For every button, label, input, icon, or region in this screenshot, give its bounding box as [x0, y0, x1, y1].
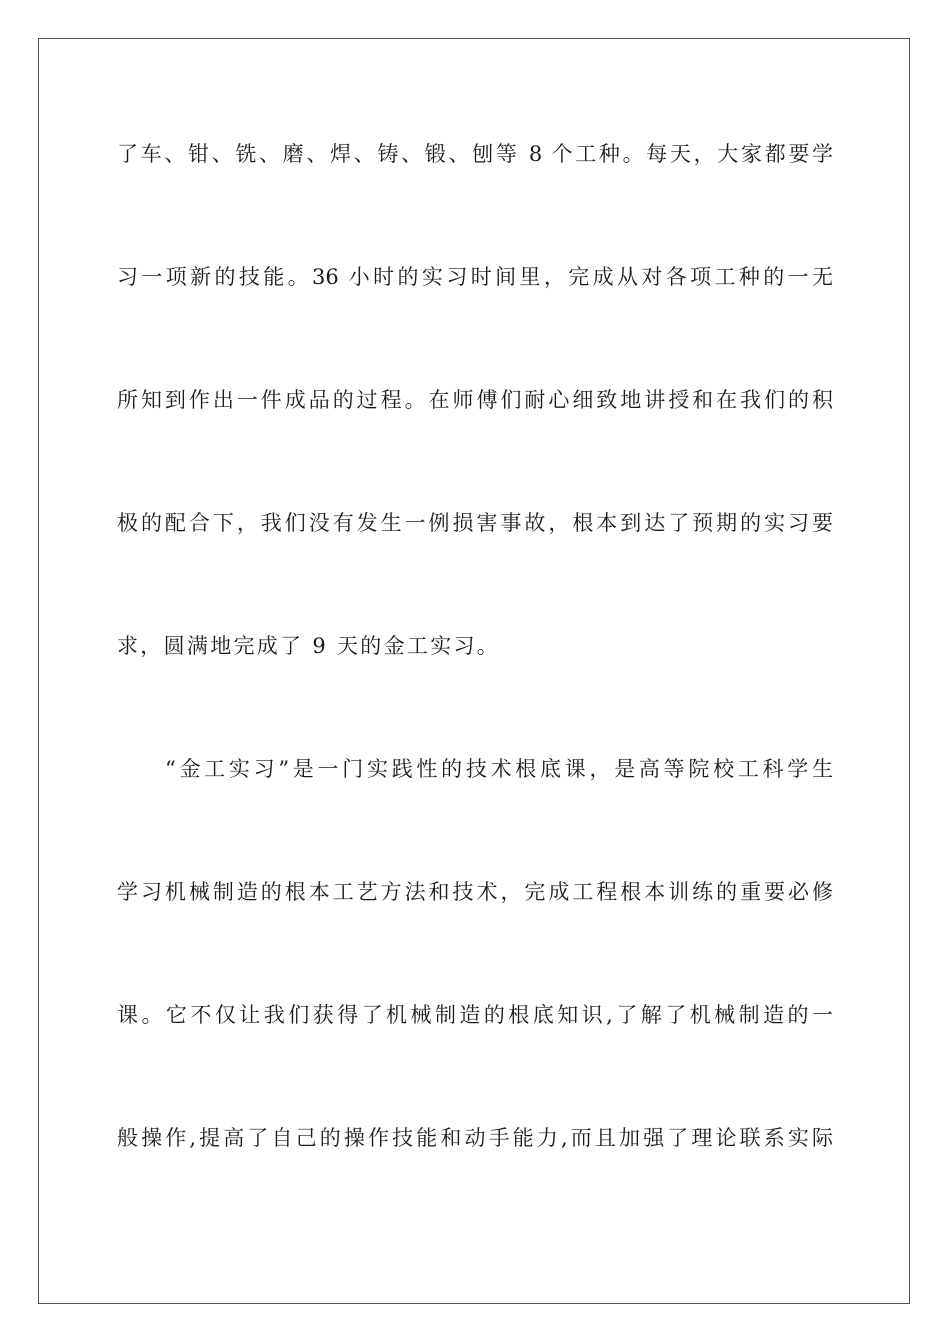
text-line: 课。它不仅让我们获得了机械制造的根底知识,了解了机械制造的一: [117, 1003, 833, 1027]
paragraph-first-line: “金工实习”是一门实践性的技术根底课，是高等院校工科学生: [165, 757, 833, 781]
text-line: 了车、钳、铣、磨、焊、铸、锻、刨等 8 个工种。每天，大家都要学: [117, 142, 833, 166]
text-line: 求，圆满地完成了 9 天的金工实习。: [117, 634, 501, 658]
text-line: 所知到作出一件成品的过程。在师傅们耐心细致地讲授和在我们的积: [117, 388, 833, 412]
text-line: 极的配合下，我们没有发生一例损害事故，根本到达了预期的实习要: [117, 511, 833, 535]
page-border: [38, 38, 910, 1304]
text-line: 学习机械制造的根本工艺方法和技术，完成工程根本训练的重要必修: [117, 880, 833, 904]
text-line: 般操作,提高了自己的操作技能和动手能力,而且加强了理论联系实际: [117, 1126, 833, 1150]
text-line: 习一项新的技能。36 小时的实习时间里，完成从对各项工种的一无: [117, 265, 833, 289]
